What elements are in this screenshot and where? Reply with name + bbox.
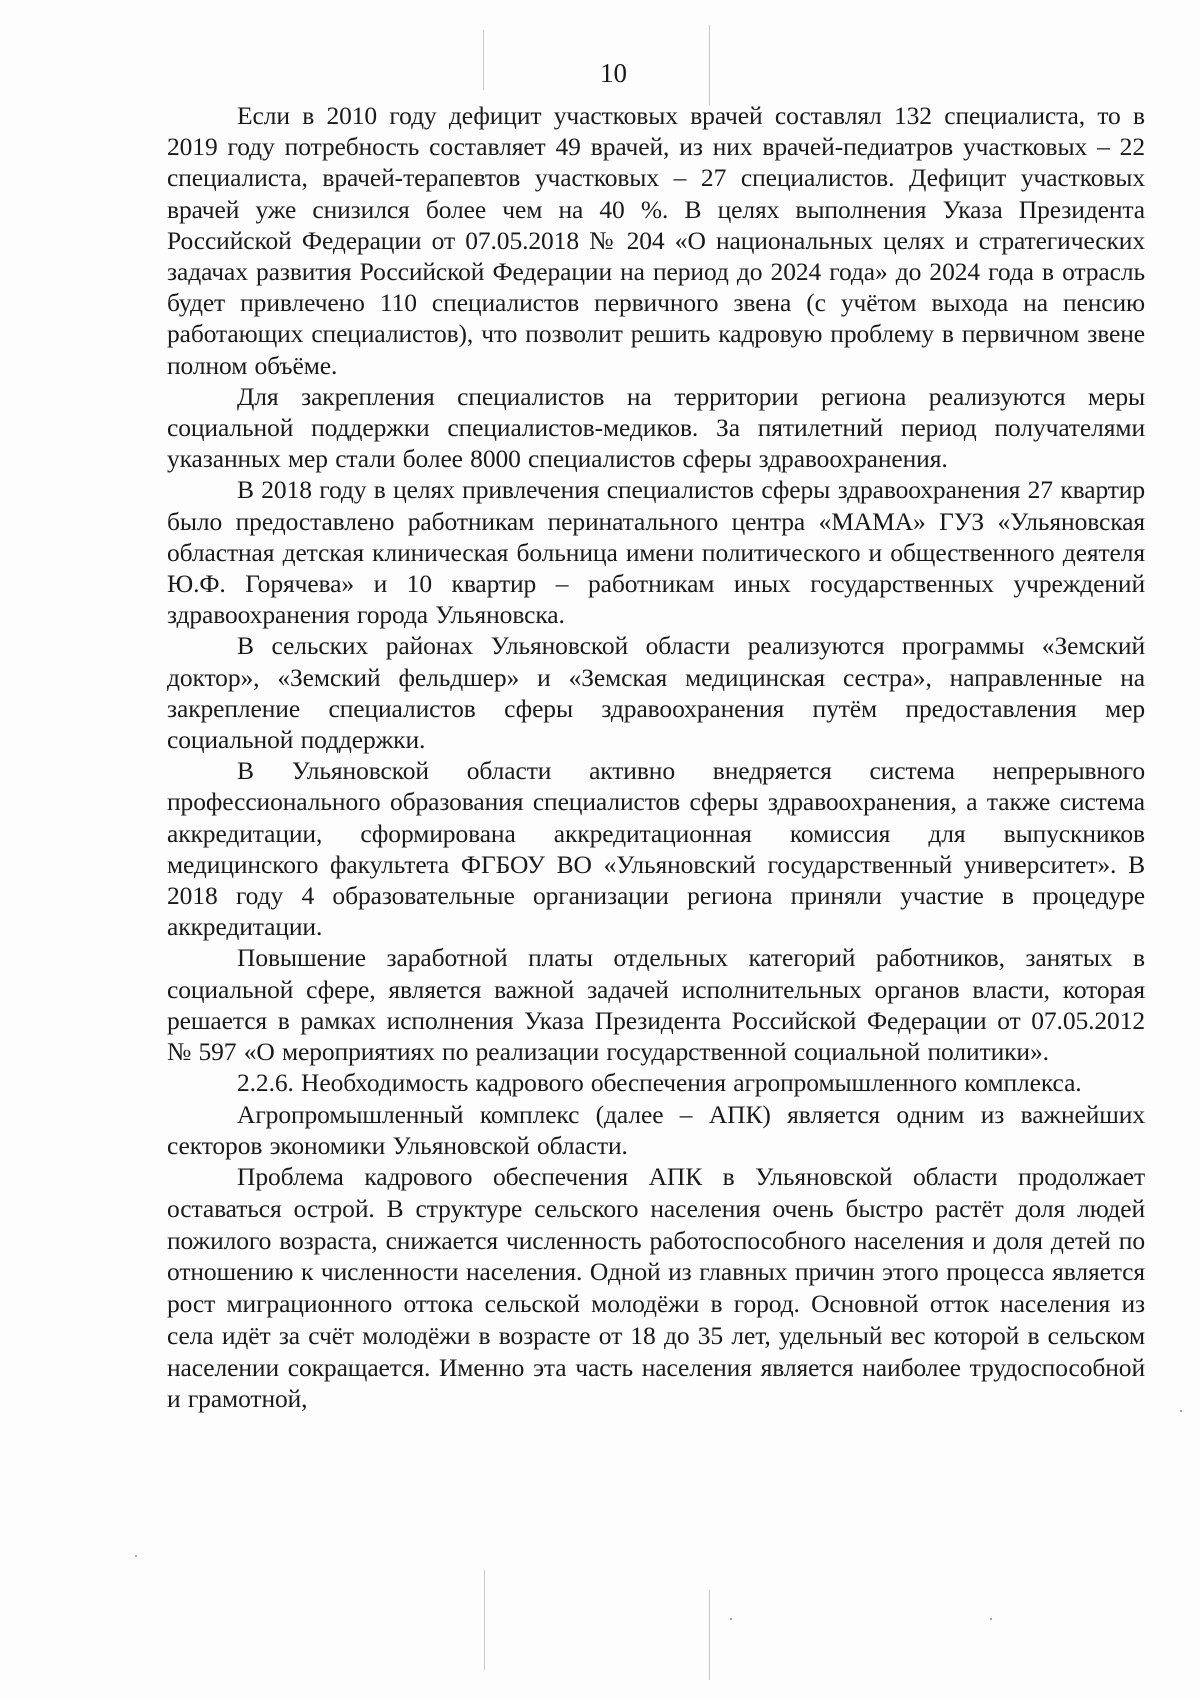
- paragraph: Для закрепления специалистов на территории региона реализуются меры социальной поддержки специалистов-медиков. За пятилетний период получателями указанных мер стали более 8000 специалистов сферы здравоохранения.: [167, 381, 1145, 474]
- scan-fold-line: [483, 30, 484, 90]
- paragraph: Если в 2010 году дефицит участковых врачей составлял 132 специалиста, то в 2019 году потребность составляет 49 врачей, из них врачей-педиатров участковых – 22 специалиста, врачей-терапевтов участковых – 27 специалистов. Дефицит участковых врачей уже снизился более чем на 40 %. В целях выполнения Указа Президента Российской Федерации от 07.05.2018 № 204 «О национальных целях и стратегических задачах развития Российской Федерации на период до 2024 года» до 2024 года в отрасль будет привлечено 110 специалистов первичного звена (с учётом выхода на пенсию работающих специалистов), что позволит решить кадровую проблему в первичном звене полном объёме.: [167, 101, 1145, 380]
- scan-speck: [990, 1618, 992, 1620]
- scan-speck: [730, 1618, 732, 1620]
- scan-fold-line: [709, 1590, 710, 1680]
- paragraph: Агропромышленный комплекс (далее – АПК) является одним из важнейших секторов экономики Ульяновской области.: [167, 1099, 1145, 1160]
- scan-speck: [1180, 1410, 1182, 1412]
- page-number: 10: [600, 58, 627, 88]
- paragraph: В Ульяновской области активно внедряется система непрерывного профессионального образования специалистов сферы здравоохранения, а также система аккредитации, сформирована аккредитационная комиссия для выпускников медицинского факультета ФГБОУ ВО «Ульяновский государственный университет». В 2018 году 4 образовательные организации региона приняли участие в процедуре аккредитации.: [167, 756, 1145, 942]
- document-body: [167, 100, 1145, 1415]
- scan-fold-line: [484, 1570, 485, 1670]
- paragraph: Проблема кадрового обеспечения АПК в Ульяновской области продолжает оставаться острой. В структуре сельского населения очень быстро растёт доля людей пожилого возраста, снижается численность работоспособного населения и доля детей по отношению к численности населения. Одной из главных причин этого процесса является рост миграционного оттока сельской молодёжи в город. Основной отток населения из села идёт за счёт молодёжи в возрасте от 18 до 35 лет, удельный вес которой в сельском населении сокращается. Именно эта часть населения является наиболее трудоспособной и грамотной,: [167, 1161, 1145, 1414]
- paragraph: В 2018 году в целях привлечения специалистов сферы здравоохранения 27 квартир было предоставлено работникам перинатального центра «МАМА» ГУЗ «Ульяновская областная детская клиническая больница имени политического и общественного деятеля Ю.Ф. Горячева» и 10 квартир – работникам иных государственных учреждений здравоохранения города Ульяновска.: [167, 475, 1145, 630]
- paragraph: Повышение заработной платы отдельных категорий работников, занятых в социальной сфере, является важной задачей исполнительных органов власти, которая решается в рамках исполнения Указа Президента Российской Федерации от 07.05.2012 № 597 «О мероприятиях по реализации государственной социальной политики».: [167, 943, 1145, 1067]
- section-heading: 2.2.6. Необходимость кадрового обеспечения агропромышленного комплекса.: [237, 1068, 1082, 1098]
- paragraph: В сельских районах Ульяновской области реализуются программы «Земский доктор», «Земский фельдшер» и «Земская медицинская сестра», направленные на закрепление специалистов сферы здравоохранения путём предоставления мер социальной поддержки.: [167, 631, 1145, 755]
- scan-speck: [135, 1555, 137, 1557]
